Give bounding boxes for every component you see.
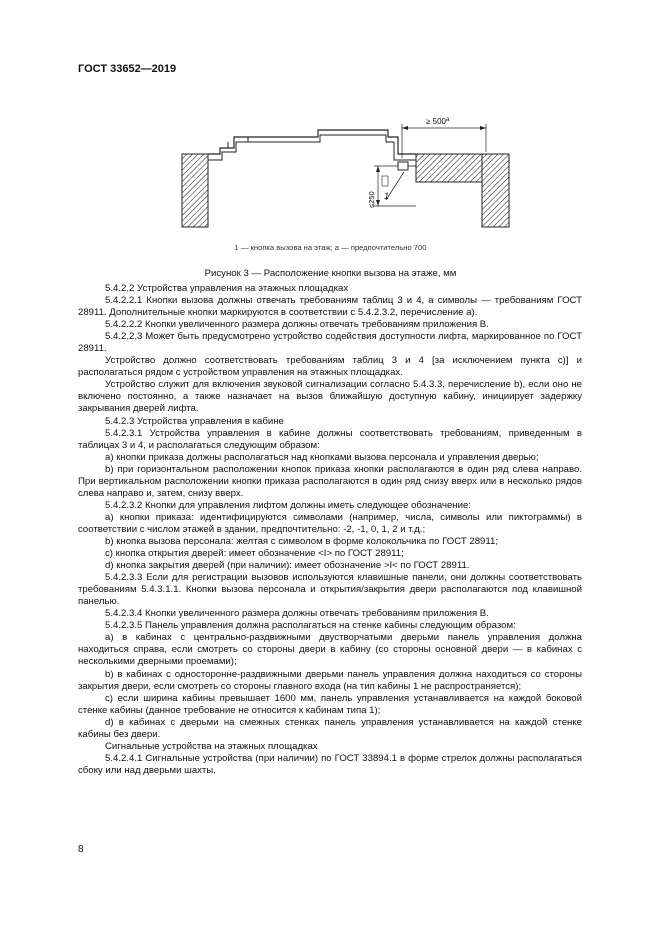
paragraph: 5.4.2.2.3 Может быть предусмотрено устройство содействия доступности лифта, маркированное по ГОСТ 28911. — [78, 331, 582, 355]
paragraph: 5.4.2.3.4 Кнопки увеличенного размера должны отвечать требованиям приложения В. — [105, 608, 489, 620]
call-button — [398, 162, 408, 170]
figure-3-drawing — [176, 108, 516, 238]
paragraph: 5.4.2.2.2 Кнопки увеличенного размера должны отвечать требованиям приложения В. — [105, 319, 489, 331]
figure-legend: 1 — кнопка вызова на этаж; a — предпочтительно 700 — [234, 243, 427, 252]
callout-number-1: 1 — [384, 191, 390, 201]
document-code: ГОСТ 33652—2019 — [78, 63, 177, 75]
paragraph: 5.4.2.4.1 Сигнальные устройства (при наличии) по ГОСТ 33894.1 в форме стрелок должны располагаться сбоку или над дверьми шахты. — [78, 752, 582, 776]
paragraph: 5.4.2.3.2 Кнопки для управления лифтом должны иметь следующее обозначение: — [105, 499, 471, 511]
list-item: а) кнопки приказа: идентифицируются символами (например, числа, символы или пиктограммы) в соответствии с числом этажей в здании, предпочтительно: -2, -1, 0, 1, 2 и т.д.; — [78, 511, 582, 535]
call-button-location-diagram — [176, 108, 516, 238]
dimension-min-width: ≥ $500^a$ — [426, 117, 450, 126]
list-item: d) в кабинах с дверьми на смежных стенках панель управления устанавливается на каждой стенке кабины без двери. — [78, 716, 582, 740]
paragraph: 5.4.2.3.1 Устройства управления в кабине должны соответствовать требованиям, приведенным в таблицах 3 и 4, и располагаться следующим образом: — [78, 427, 582, 451]
list-item: b) в кабинах с односторонне-раздвижными дверьми панель управления должна находиться со стороны закрытия двери, если смотреть со стороны главного входа (на тип кабины 1 не распространяется); — [78, 668, 582, 692]
section-heading: Сигнальные устройства на этажных площадках — [105, 740, 318, 752]
paragraph: Устройство служит для включения звуковой сигнализации согласно 5.4.3.3, перечисление b), если оно не включено постоянно, а также назначает на вызов ближайшую доступную кабину, инициирует задержку закрывания дверей лифта. — [78, 379, 582, 415]
section-heading: 5.4.2.3 Устройства управления в кабине — [105, 415, 284, 427]
dimension-max-height: ≤250 — [367, 191, 376, 208]
paragraph: 5.4.2.3.5 Панель управления должна располагаться на стенке кабины следующим образом: — [105, 620, 516, 632]
page-number: 8 — [78, 844, 84, 855]
list-item: d) кнопка закрытия дверей (при наличии): имеет обозначение >I< по ГОСТ 28911. — [105, 560, 470, 572]
list-item: c) если ширина кабины превышает 1600 мм, панель управления устанавливается на каждой боковой стенке кабины (данное требование не относится к кабинам типа 1); — [78, 692, 582, 716]
right-wall — [482, 154, 509, 227]
left-wall — [182, 154, 208, 227]
paragraph: Устройство должно соответствовать требованиям таблиц 3 и 4 [за исключением пункта с)] и располагаться рядом с устройством управления на этажных площадках. — [78, 355, 582, 379]
list-item: b) кнопка вызова персонала: желтая с символом в форме колокольчика по ГОСТ 28911; — [105, 535, 499, 547]
document-body — [78, 283, 582, 777]
landing-slab — [416, 154, 482, 182]
list-item: b) при горизонтальном расположении кнопок приказа кнопки располагаются в один ряд слева направо. При вертикальном расположении кнопки приказа располагаются в один ряд снизу вверх или в несколько рядов слева направо и, затем, снизу вверх. — [78, 463, 582, 499]
list-item: c) кнопка открытия дверей: имеет обозначение <I> по ГОСТ 28911; — [105, 548, 404, 560]
paragraph: 5.4.2.3.3 Если для регистрации вызовов используются клавишные панели, они должны соответствовать требованиям 5.4.3.1.1. Кнопки вызова персонала и открытия/закрытия двери располагаются под клавишной панелью. — [78, 572, 582, 608]
list-item: а) в кабинах с центрально-раздвижными двустворчатыми дверьми панель управления должна находиться справа, если смотреть со стороны двери в кабину (со стороны основной двери — в кабинах с несколькими дверными проемами); — [78, 632, 582, 668]
paragraph: 5.4.2.2.1 Кнопки вызова должны отвечать требованиям таблиц 3 и 4, а символы — требованиям ГОСТ 28911. Дополнительные кнопки маркируются в соответствии с 5.4.2.3.2, перечисление а). — [78, 295, 582, 319]
list-item: а) кнопки приказа должны располагаться над кнопками вызова персонала и управления дверью; — [105, 451, 539, 463]
section-heading: 5.4.2.2 Устройства управления на этажных площадках — [105, 283, 349, 294]
figure-caption: Рисунок 3 — Расположение кнопки вызова на этаже, мм — [204, 268, 457, 279]
